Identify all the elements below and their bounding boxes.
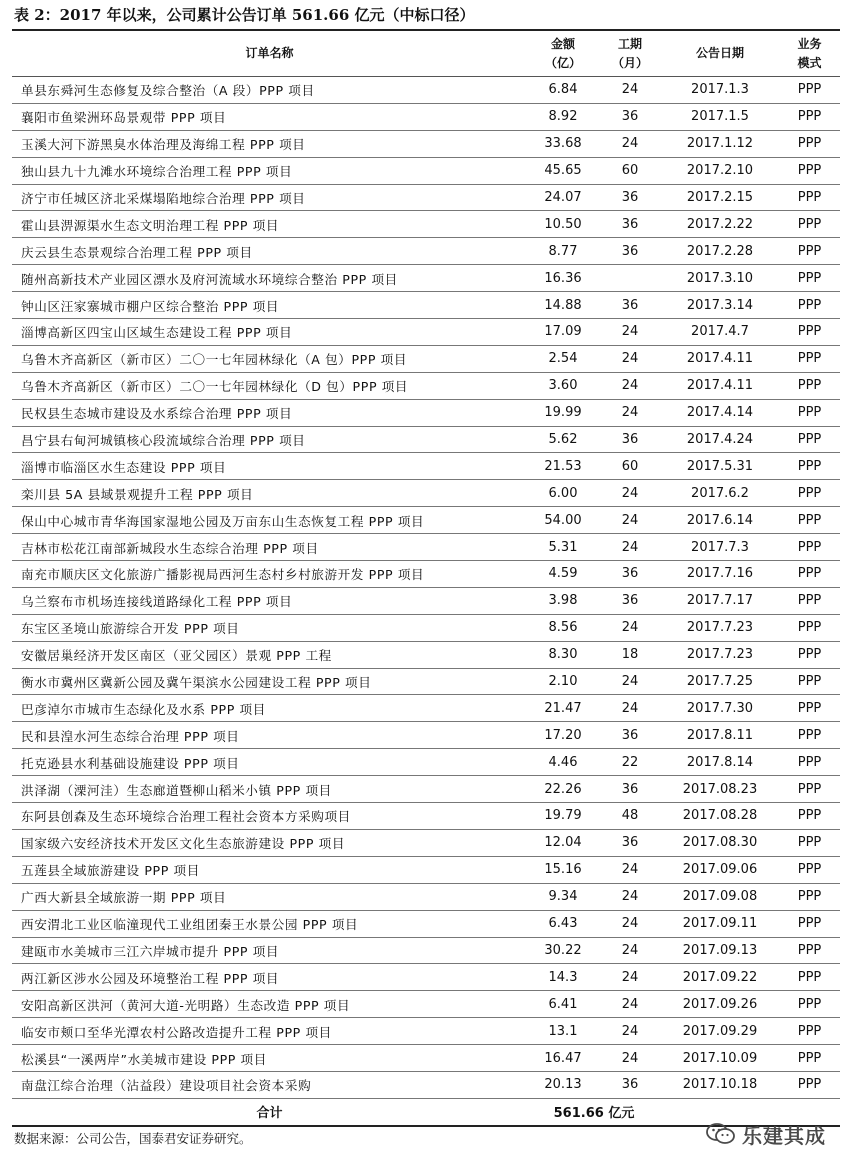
mode-cell: PPP xyxy=(779,1045,840,1072)
header-mode: 业务 模式 xyxy=(779,31,840,77)
period-cell xyxy=(599,265,661,292)
mode-cell: PPP xyxy=(779,399,840,426)
order-name-cell: 东阿县创森及生态环境综合治理工程社会资本方采购项目 xyxy=(12,803,527,830)
mode-cell: PPP xyxy=(779,883,840,910)
orders-table xyxy=(12,31,840,1127)
order-name-cell: 广西大新县全域旅游一期 PPP 项目 xyxy=(12,883,527,910)
mode-cell: PPP xyxy=(779,856,840,883)
amount-cell: 3.98 xyxy=(527,587,599,614)
date-cell: 2017.10.18 xyxy=(661,1071,779,1098)
date-cell: 2017.4.11 xyxy=(661,372,779,399)
period-cell: 24 xyxy=(599,964,661,991)
date-cell: 2017.09.08 xyxy=(661,883,779,910)
order-name-cell: 安徽居巢经济开发区南区（亚父园区）景观 PPP 工程 xyxy=(12,641,527,668)
amount-cell: 13.1 xyxy=(527,1018,599,1045)
period-cell: 24 xyxy=(599,614,661,641)
period-cell: 36 xyxy=(599,829,661,856)
period-cell: 24 xyxy=(599,1018,661,1045)
date-cell: 2017.6.14 xyxy=(661,507,779,534)
watermark-text: 乐建其成 xyxy=(742,1123,826,1148)
table-row xyxy=(12,776,840,803)
order-name-cell: 五莲县全域旅游建设 PPP 项目 xyxy=(12,856,527,883)
period-cell: 24 xyxy=(599,856,661,883)
date-cell: 2017.2.28 xyxy=(661,238,779,265)
order-name-cell: 单县东舜河生态修复及综合整治（A 段）PPP 项目 xyxy=(12,77,527,104)
period-cell: 48 xyxy=(599,803,661,830)
total-label: 合计 xyxy=(12,1098,527,1126)
mode-cell: PPP xyxy=(779,77,840,104)
amount-cell: 12.04 xyxy=(527,829,599,856)
watermark xyxy=(706,1117,842,1151)
date-cell: 2017.08.23 xyxy=(661,776,779,803)
table-row xyxy=(12,587,840,614)
table-row xyxy=(12,641,840,668)
date-cell: 2017.4.7 xyxy=(661,319,779,346)
amount-cell: 21.53 xyxy=(527,453,599,480)
mode-cell: PPP xyxy=(779,695,840,722)
period-cell: 60 xyxy=(599,453,661,480)
amount-cell: 5.62 xyxy=(527,426,599,453)
table-row xyxy=(12,238,840,265)
amount-cell: 8.56 xyxy=(527,614,599,641)
order-name-cell: 济宁市任城区济北采煤塌陷地综合治理 PPP 项目 xyxy=(12,184,527,211)
date-cell: 2017.08.30 xyxy=(661,829,779,856)
amount-cell: 30.22 xyxy=(527,937,599,964)
date-cell: 2017.2.15 xyxy=(661,184,779,211)
mode-cell: PPP xyxy=(779,265,840,292)
mode-cell: PPP xyxy=(779,937,840,964)
period-cell: 24 xyxy=(599,507,661,534)
period-cell: 24 xyxy=(599,883,661,910)
mode-cell: PPP xyxy=(779,614,840,641)
amount-cell: 33.68 xyxy=(527,130,599,157)
date-cell: 2017.1.5 xyxy=(661,103,779,130)
order-name-cell: 昌宁县右甸河城镇核心段流域综合治理 PPP 项目 xyxy=(12,426,527,453)
table-row xyxy=(12,184,840,211)
order-name-cell: 霍山县淠源渠水生态文明治理工程 PPP 项目 xyxy=(12,211,527,238)
table-row xyxy=(12,803,840,830)
date-cell: 2017.7.23 xyxy=(661,614,779,641)
table-row xyxy=(12,1045,840,1072)
date-cell: 2017.7.17 xyxy=(661,587,779,614)
order-name-cell: 玉溪大河下游黑臭水体治理及海绵工程 PPP 项目 xyxy=(12,130,527,157)
table-row xyxy=(12,749,840,776)
date-cell: 2017.3.10 xyxy=(661,265,779,292)
amount-cell: 15.16 xyxy=(527,856,599,883)
date-cell: 2017.3.14 xyxy=(661,292,779,319)
order-name-cell: 民权县生态城市建设及水系综合治理 PPP 项目 xyxy=(12,399,527,426)
order-name-cell: 淄博市临淄区水生态建设 PPP 项目 xyxy=(12,453,527,480)
period-cell: 36 xyxy=(599,184,661,211)
table-row xyxy=(12,991,840,1018)
mode-cell: PPP xyxy=(779,372,840,399)
period-cell: 36 xyxy=(599,1071,661,1098)
table-row xyxy=(12,507,840,534)
data-source-note: 数据来源：公司公告，国泰君安证券研究。 xyxy=(14,1131,252,1146)
header-period: 工期 （月） xyxy=(599,31,661,77)
mode-cell: PPP xyxy=(779,668,840,695)
table-row xyxy=(12,534,840,561)
amount-cell: 8.92 xyxy=(527,103,599,130)
date-cell: 2017.8.11 xyxy=(661,722,779,749)
table-row xyxy=(12,319,840,346)
table-row xyxy=(12,964,840,991)
period-cell: 36 xyxy=(599,587,661,614)
mode-cell: PPP xyxy=(779,130,840,157)
mode-cell: PPP xyxy=(779,803,840,830)
header-name: 订单名称 xyxy=(12,31,527,77)
order-name-cell: 国家级六安经济技术开发区文化生态旅游建设 PPP 项目 xyxy=(12,829,527,856)
period-cell: 24 xyxy=(599,534,661,561)
date-cell: 2017.7.3 xyxy=(661,534,779,561)
amount-cell: 16.47 xyxy=(527,1045,599,1072)
period-cell: 24 xyxy=(599,130,661,157)
period-cell: 36 xyxy=(599,776,661,803)
date-cell: 2017.5.31 xyxy=(661,453,779,480)
mode-cell: PPP xyxy=(779,211,840,238)
date-cell: 2017.09.26 xyxy=(661,991,779,1018)
table-row xyxy=(12,157,840,184)
table-row xyxy=(12,1071,840,1098)
date-cell: 2017.09.22 xyxy=(661,964,779,991)
order-name-cell: 保山中心城市青华海国家湿地公园及万亩东山生态恢复工程 PPP 项目 xyxy=(12,507,527,534)
order-name-cell: 建瓯市水美城市三江六岸城市提升 PPP 项目 xyxy=(12,937,527,964)
date-cell: 2017.4.14 xyxy=(661,399,779,426)
order-name-cell: 乌鲁木齐高新区（新市区）二〇一七年园林绿化（D 包）PPP 项目 xyxy=(12,372,527,399)
mode-cell: PPP xyxy=(779,238,840,265)
table-row xyxy=(12,829,840,856)
amount-cell: 14.88 xyxy=(527,292,599,319)
mode-cell: PPP xyxy=(779,534,840,561)
table-row xyxy=(12,345,840,372)
mode-cell: PPP xyxy=(779,1071,840,1098)
period-cell: 36 xyxy=(599,211,661,238)
table-row xyxy=(12,265,840,292)
amount-cell: 8.77 xyxy=(527,238,599,265)
table-row xyxy=(12,937,840,964)
table-row xyxy=(12,856,840,883)
order-name-cell: 乌鲁木齐高新区（新市区）二〇一七年园林绿化（A 包）PPP 项目 xyxy=(12,345,527,372)
amount-cell: 17.09 xyxy=(527,319,599,346)
period-cell: 18 xyxy=(599,641,661,668)
amount-cell: 16.36 xyxy=(527,265,599,292)
date-cell: 2017.2.10 xyxy=(661,157,779,184)
amount-cell: 6.43 xyxy=(527,910,599,937)
order-name-cell: 淄博高新区四宝山区域生态建设工程 PPP 项目 xyxy=(12,319,527,346)
table-row xyxy=(12,1018,840,1045)
amount-cell: 8.30 xyxy=(527,641,599,668)
order-name-cell: 临安市颊口至华光潭农村公路改造提升工程 PPP 项目 xyxy=(12,1018,527,1045)
wechat-icon xyxy=(706,1122,736,1146)
order-name-cell: 随州高新技术产业园区漂水及府河流域水环境综合整治 PPP 项目 xyxy=(12,265,527,292)
amount-cell: 3.60 xyxy=(527,372,599,399)
period-cell: 36 xyxy=(599,426,661,453)
date-cell: 2017.09.13 xyxy=(661,937,779,964)
order-name-cell: 安阳高新区洪河（黄河大道-光明路）生态改造 PPP 项目 xyxy=(12,991,527,1018)
date-cell: 2017.2.22 xyxy=(661,211,779,238)
table-row xyxy=(12,722,840,749)
table-row xyxy=(12,883,840,910)
amount-cell: 20.13 xyxy=(527,1071,599,1098)
mode-cell: PPP xyxy=(779,184,840,211)
mode-cell: PPP xyxy=(779,561,840,588)
table-row xyxy=(12,372,840,399)
amount-cell: 22.26 xyxy=(527,776,599,803)
header-date: 公告日期 xyxy=(661,31,779,77)
period-cell: 24 xyxy=(599,1045,661,1072)
table-row xyxy=(12,668,840,695)
date-cell: 2017.8.14 xyxy=(661,749,779,776)
order-name-cell: 栾川县 5A 县域景观提升工程 PPP 项目 xyxy=(12,480,527,507)
period-cell: 24 xyxy=(599,991,661,1018)
amount-cell: 10.50 xyxy=(527,211,599,238)
table-row xyxy=(12,426,840,453)
amount-cell: 6.00 xyxy=(527,480,599,507)
mode-cell: PPP xyxy=(779,480,840,507)
order-name-cell: 庆云县生态景观综合治理工程 PPP 项目 xyxy=(12,238,527,265)
mode-cell: PPP xyxy=(779,641,840,668)
amount-cell: 17.20 xyxy=(527,722,599,749)
period-cell: 24 xyxy=(599,77,661,104)
table-row xyxy=(12,211,840,238)
table-row xyxy=(12,561,840,588)
period-cell: 36 xyxy=(599,722,661,749)
amount-cell: 21.47 xyxy=(527,695,599,722)
mode-cell: PPP xyxy=(779,964,840,991)
period-cell: 24 xyxy=(599,399,661,426)
period-cell: 36 xyxy=(599,561,661,588)
period-cell: 24 xyxy=(599,910,661,937)
date-cell: 2017.1.3 xyxy=(661,77,779,104)
period-cell: 24 xyxy=(599,937,661,964)
period-cell: 36 xyxy=(599,238,661,265)
date-cell: 2017.4.24 xyxy=(661,426,779,453)
order-name-cell: 民和县湟水河生态综合治理 PPP 项目 xyxy=(12,722,527,749)
mode-cell: PPP xyxy=(779,722,840,749)
mode-cell: PPP xyxy=(779,507,840,534)
period-cell: 36 xyxy=(599,103,661,130)
amount-cell: 2.54 xyxy=(527,345,599,372)
order-name-cell: 南盘江综合治理（沾益段）建设项目社会资本采购 xyxy=(12,1071,527,1098)
table-row xyxy=(12,103,840,130)
amount-cell: 19.79 xyxy=(527,803,599,830)
mode-cell: PPP xyxy=(779,426,840,453)
period-cell: 24 xyxy=(599,668,661,695)
amount-cell: 54.00 xyxy=(527,507,599,534)
amount-cell: 19.99 xyxy=(527,399,599,426)
order-name-cell: 两江新区涉水公园及环境整治工程 PPP 项目 xyxy=(12,964,527,991)
amount-cell: 2.10 xyxy=(527,668,599,695)
period-cell: 24 xyxy=(599,319,661,346)
mode-cell: PPP xyxy=(779,157,840,184)
date-cell: 2017.4.11 xyxy=(661,345,779,372)
period-cell: 22 xyxy=(599,749,661,776)
table-row xyxy=(12,614,840,641)
amount-cell: 9.34 xyxy=(527,883,599,910)
date-cell: 2017.6.2 xyxy=(661,480,779,507)
date-cell: 2017.1.12 xyxy=(661,130,779,157)
order-name-cell: 托克逊县水利基础设施建设 PPP 项目 xyxy=(12,749,527,776)
mode-cell: PPP xyxy=(779,587,840,614)
table-title: 表 2：2017 年以来，公司累计公告订单 561.66 亿元（中标口径） xyxy=(14,6,475,24)
amount-cell: 14.3 xyxy=(527,964,599,991)
order-name-cell: 襄阳市鱼梁洲环岛景观带 PPP 项目 xyxy=(12,103,527,130)
date-cell: 2017.7.16 xyxy=(661,561,779,588)
order-name-cell: 吉林市松花江南部新城段水生态综合治理 PPP 项目 xyxy=(12,534,527,561)
table-row xyxy=(12,77,840,104)
order-name-cell: 洪泽湖（溧河洼）生态廊道暨柳山稻米小镇 PPP 项目 xyxy=(12,776,527,803)
period-cell: 24 xyxy=(599,480,661,507)
order-name-cell: 巴彦淖尔市城市生态绿化及水系 PPP 项目 xyxy=(12,695,527,722)
table-row xyxy=(12,480,840,507)
mode-cell: PPP xyxy=(779,829,840,856)
total-value: 561.66 亿元 xyxy=(527,1098,661,1126)
order-name-cell: 乌兰察布市机场连接线道路绿化工程 PPP 项目 xyxy=(12,587,527,614)
period-cell: 24 xyxy=(599,345,661,372)
table-row xyxy=(12,292,840,319)
table-row xyxy=(12,910,840,937)
period-cell: 60 xyxy=(599,157,661,184)
mode-cell: PPP xyxy=(779,749,840,776)
table-row xyxy=(12,130,840,157)
header-amount: 金额 （亿） xyxy=(527,31,599,77)
amount-cell: 6.84 xyxy=(527,77,599,104)
mode-cell: PPP xyxy=(779,910,840,937)
order-name-cell: 西安渭北工业区临潼现代工业组团秦王水景公园 PPP 项目 xyxy=(12,910,527,937)
table-row xyxy=(12,695,840,722)
date-cell: 2017.09.11 xyxy=(661,910,779,937)
mode-cell: PPP xyxy=(779,292,840,319)
table-row xyxy=(12,453,840,480)
date-cell: 2017.7.30 xyxy=(661,695,779,722)
order-name-cell: 独山县九十九滩水环境综合治理工程 PPP 项目 xyxy=(12,157,527,184)
order-name-cell: 钟山区汪家寨城市棚户区综合整治 PPP 项目 xyxy=(12,292,527,319)
order-name-cell: 衡水市冀州区冀新公园及冀午渠滨水公园建设工程 PPP 项目 xyxy=(12,668,527,695)
period-cell: 24 xyxy=(599,372,661,399)
amount-cell: 24.07 xyxy=(527,184,599,211)
mode-cell: PPP xyxy=(779,453,840,480)
amount-cell: 6.41 xyxy=(527,991,599,1018)
mode-cell: PPP xyxy=(779,319,840,346)
date-cell: 2017.09.06 xyxy=(661,856,779,883)
order-name-cell: 松溪县“一溪两岸”水美城市建设 PPP 项目 xyxy=(12,1045,527,1072)
mode-cell: PPP xyxy=(779,991,840,1018)
date-cell: 2017.7.23 xyxy=(661,641,779,668)
order-name-cell: 南充市顺庆区文化旅游广播影视局西河生态村乡村旅游开发 PPP 项目 xyxy=(12,561,527,588)
mode-cell: PPP xyxy=(779,1018,840,1045)
amount-cell: 4.46 xyxy=(527,749,599,776)
table-row xyxy=(12,399,840,426)
mode-cell: PPP xyxy=(779,345,840,372)
amount-cell: 45.65 xyxy=(527,157,599,184)
date-cell: 2017.7.25 xyxy=(661,668,779,695)
date-cell: 2017.08.28 xyxy=(661,803,779,830)
mode-cell: PPP xyxy=(779,776,840,803)
header-row xyxy=(12,31,840,77)
mode-cell: PPP xyxy=(779,103,840,130)
date-cell: 2017.10.09 xyxy=(661,1045,779,1072)
order-name-cell: 东宝区圣境山旅游综合开发 PPP 项目 xyxy=(12,614,527,641)
amount-cell: 4.59 xyxy=(527,561,599,588)
amount-cell: 5.31 xyxy=(527,534,599,561)
period-cell: 36 xyxy=(599,292,661,319)
period-cell: 24 xyxy=(599,695,661,722)
date-cell: 2017.09.29 xyxy=(661,1018,779,1045)
